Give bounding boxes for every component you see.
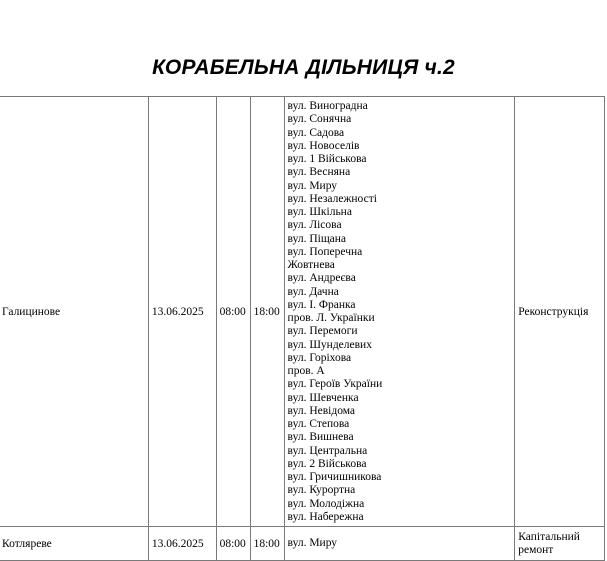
street-list	[288, 534, 512, 552]
street-item: вул. 1 Військова	[287, 153, 367, 165]
street-item: вул. Вишнева	[287, 431, 354, 444]
street-item: вул. І. Франка	[287, 298, 356, 311]
work-type-cell: Капітальний ремонт	[515, 527, 605, 561]
streets-cell	[284, 97, 515, 527]
table-row	[0, 527, 605, 561]
street-item: вул. Набережна	[287, 510, 364, 523]
street-item: вул. Поперечна	[287, 245, 363, 258]
street-item: вул. Весняна	[287, 166, 351, 179]
street-item: вул. 2 Військова	[287, 457, 367, 470]
street-item: вул. Шунделевих	[287, 338, 372, 351]
streets-cell	[284, 527, 515, 561]
street-item: вул. Андреєва	[287, 272, 356, 285]
street-item: вул. Миру	[287, 537, 338, 550]
street-item: вул. Шевченка	[287, 391, 359, 404]
start-time-cell: 08:00	[216, 97, 250, 527]
street-item: вул. Степова	[287, 418, 350, 430]
start-time-cell: 08:00	[216, 527, 250, 561]
outage-schedule-table	[0, 96, 605, 561]
street-item: пров. А	[287, 365, 325, 377]
table-row	[0, 97, 605, 527]
street-item: вул. Центральна	[287, 444, 368, 457]
street-item: пров. Л. Українки	[287, 312, 375, 324]
street-item: вул. Незалежності	[287, 192, 377, 205]
street-item: вул. Лісова	[287, 219, 342, 232]
street-item: вул. Виноградна	[287, 100, 368, 112]
street-list	[288, 97, 512, 526]
street-item: вул. Невідома	[287, 404, 356, 417]
street-item: вул. Горіхова	[287, 351, 352, 364]
street-item: вул. Курортна	[287, 484, 356, 497]
end-time-cell: 18:00	[250, 97, 284, 527]
end-time-cell: 18:00	[250, 527, 284, 561]
settlement-cell: Галицинове	[0, 97, 148, 527]
street-item: вул. Сонячна	[287, 113, 352, 126]
street-item: вул. Новоселів	[287, 139, 360, 152]
street-item: вул. Героїв України	[287, 378, 383, 391]
street-item: вул. Дачна	[287, 285, 339, 298]
page-title: КОРАБЕЛЬНА ДІЛЬНИЦЯ ч.2	[152, 56, 455, 79]
street-item: вул. Гричишникова	[287, 471, 382, 483]
street-item: вул. Шкільна	[287, 206, 352, 218]
street-item: вул. Миру	[287, 179, 338, 192]
street-item: вул. Піщана	[287, 232, 347, 245]
work-type-cell: Реконструкція	[515, 97, 605, 527]
street-item: вул. Садова	[287, 126, 345, 139]
street-item: вул. Перемоги	[287, 325, 358, 338]
date-cell: 13.06.2025	[148, 97, 216, 527]
street-item: Жовтнева	[287, 259, 335, 271]
date-cell: 13.06.2025	[148, 527, 216, 561]
street-item: вул. Молодіжна	[287, 497, 365, 510]
settlement-cell: Котляреве	[0, 527, 148, 561]
